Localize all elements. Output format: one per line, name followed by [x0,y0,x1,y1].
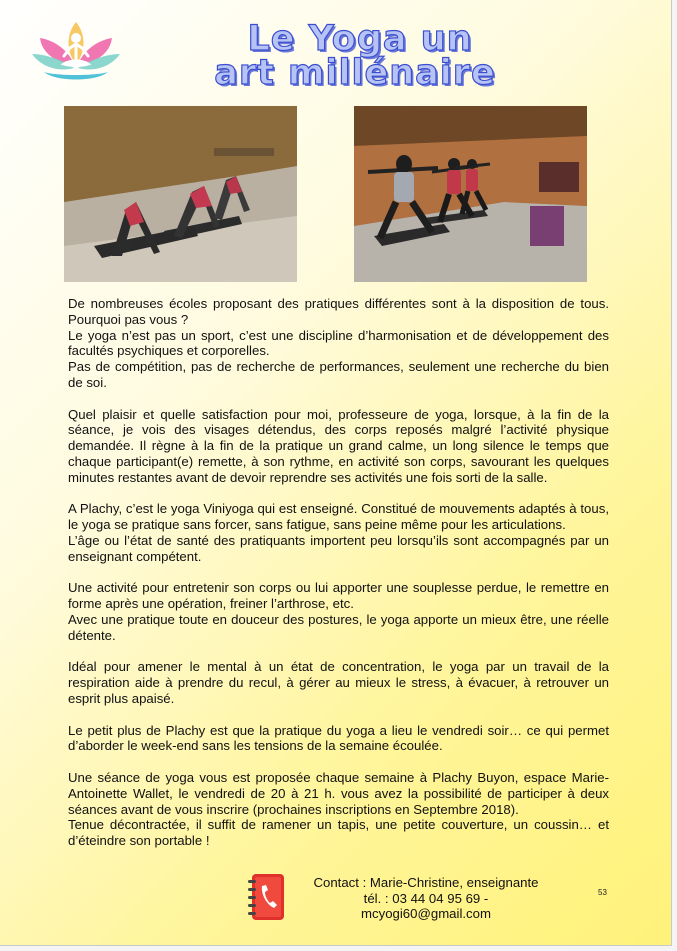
paragraph [68,296,609,391]
contact-email: mcyogi60@gmail.com [361,906,491,922]
paragraph-line: Avec une pratique toute en douceur des postures, le yoga apporte un mieux être, une réelle détente. [68,611,609,643]
title-line-2: art millénaire [214,53,496,93]
paragraph [68,770,609,849]
page-number: 53 [598,888,607,897]
paragraph-line: Tenue décontractée, il suffit de ramener un tapis, une petite couverture, un coussin… et d’éteindre son portable ! [68,817,609,849]
paragraph-line: Pas de compétition, pas de recherche de performances, seulement une recherche du bien de soi. [68,359,609,390]
page-title [140,19,580,93]
paragraph-line: Le yoga n’est pas un sport, c’est une discipline d’harmonisation et de développement des facultés psychiques et corporelles. [68,327,609,359]
paragraph-line: L’âge ou l’état de santé des pratiquants importent peu lorsqu’ils sont accompagnés par un enseignant compétent. [68,532,609,564]
paragraph [68,580,609,643]
title-line-1: Le Yoga un [247,19,473,59]
paragraph-line: Une séance de yoga vous est proposée chaque semaine à Plachy Buyon, espace Marie-Antoinette Wallet, le vendredi de 20 à 21 h. vous avez la possibilité de participer à deux séances avant de vous inscrire (prochaines inscriptions en Septembre 2018). [68,769,609,817]
paragraph-line: Une activité pour entretenir son corps ou lui apporter une souplesse perdue, le remettre en forme après une opération, freiner l’arthrose, etc. [68,580,609,612]
paragraph-line: Le petit plus de Plachy est que la pratique du yoga a lieu le vendredi soir… ce qui permet d’aborder le week-end sans les tensions de la semaine écoulée. [68,722,609,754]
yoga-class-warrior-pose-photo [354,106,587,282]
yoga-class-downward-dog-photo [64,106,297,282]
paragraph-line: Idéal pour amener le mental à un état de concentration, le yoga par un travail de la respiration aide à prendre du recul, à gérer au mieux le stress, à évacuer, à retrouver un esprit plus apaisé. [68,659,609,706]
contact-phone: tél. : 03 44 04 95 69 - [363,890,489,906]
lotus-meditation-logo-icon [30,18,122,88]
paragraph-line: A Plachy, c’est le yoga Viniyoga qui est enseigné. Constitué de mouvements adaptés à tous, le yoga se pratique sans forcer, sans fatigue, sans peine même pour les articulations. [68,501,609,533]
paragraph-line: Quel plaisir et quelle satisfaction pour moi, professeure de yoga, lorsque, à la fin de la séance, je vois des visages détendus, des corps reposés malgré l’activité physique demandée. Il règne à la fin de la pratique un grand calme, un long silence le temps que chaque participant(e) remette, à son rythme, en activité son corps, savourant les quelques minutes restantes avant de devoir reprendre ses activités une fois sorti de la salle. [68,406,609,485]
paragraph [68,407,609,486]
paragraph-line: De nombreuses écoles proposant des pratiques différentes sont à la disposition de tous. Pourquoi pas vous ? [68,296,609,327]
phone-book-icon [246,872,286,922]
paragraph [68,659,609,706]
article-body [68,296,609,865]
contact-name: Contact : Marie-Christine, enseignante [313,875,539,890]
paragraph [68,723,609,755]
contact-block [296,875,556,922]
paragraph [68,501,609,564]
